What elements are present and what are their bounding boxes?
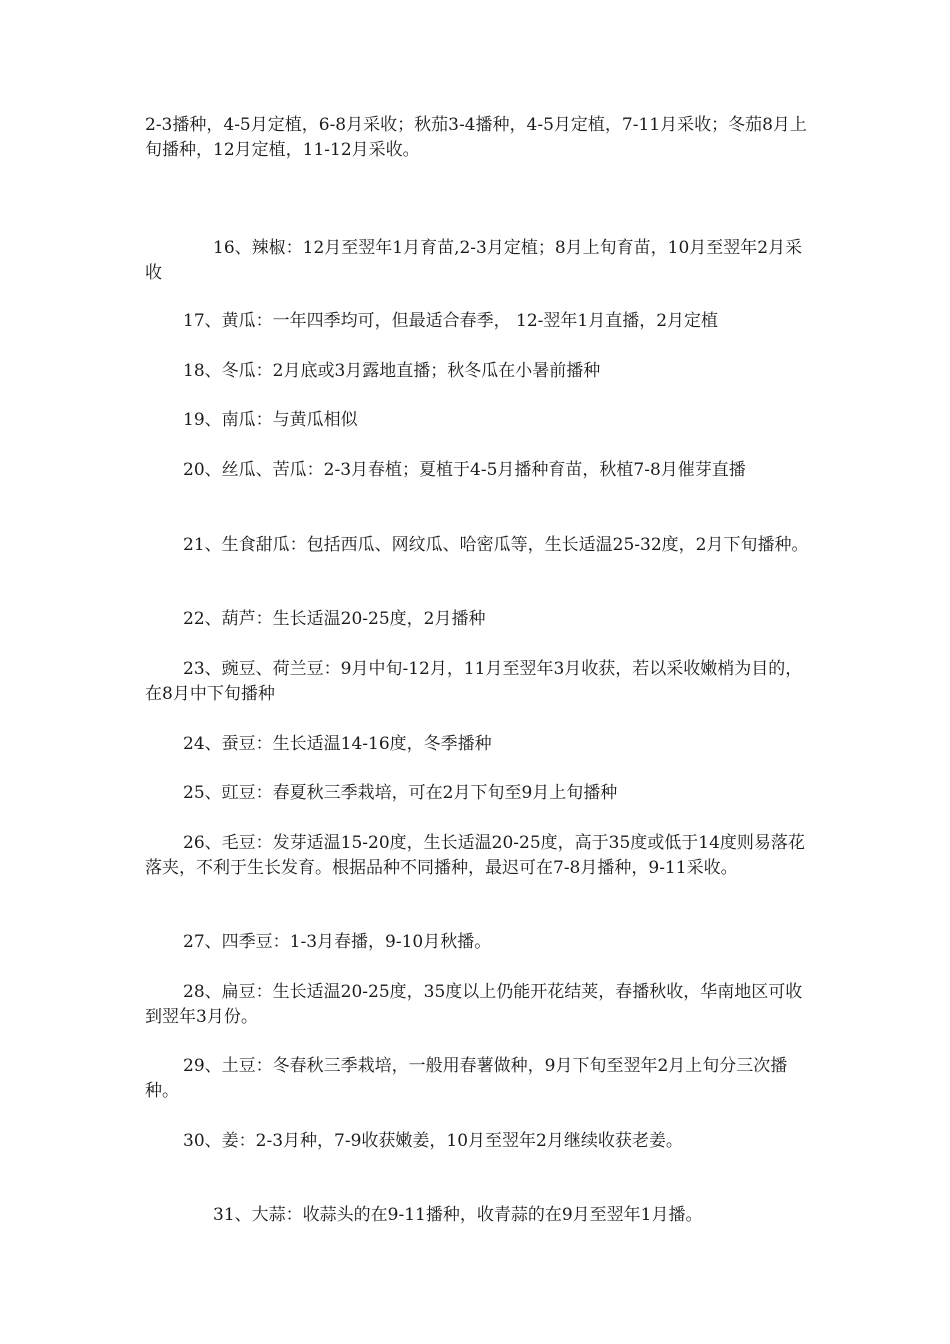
paragraph-27-green-bean: 27、四季豆：1-3月春播，9-10月秋播。 — [183, 932, 492, 952]
paragraph-22-gourd: 22、葫芦：生长适温20-25度，2月播种 — [183, 609, 486, 629]
paragraph-25-cowpea: 25、豇豆：春夏秋三季栽培，可在2月下旬至9月上旬播种 — [183, 783, 618, 803]
paragraph-24-broad-bean: 24、蚕豆：生长适温14-16度，冬季播种 — [183, 734, 492, 754]
paragraph-eggplant-continued: 2-3播种，4-5月定植，6-8月采收；秋茄3-4播种，4-5月定植，7-11月采收；冬茄8月上旬播种，12月定植，11-12月采收。 — [145, 115, 807, 160]
paragraph-17-cucumber: 17、黄瓜：一年四季均可，但最适合春季， 12-翌年1月直播，2月定植 — [183, 311, 719, 331]
paragraph-21-sweet-melon: 21、生食甜瓜：包括西瓜、网纹瓜、哈密瓜等，生长适温25-32度，2月下旬播种。 — [183, 535, 809, 555]
paragraph-31-garlic: 31、大蒜：收蒜头的在9-11播种，收青蒜的在9月至翌年1月播。 — [213, 1205, 703, 1225]
paragraph-20-luffa-bitter-melon: 20、丝瓜、苦瓜：2-3月春植；夏植于4-5月播种育苗，秋植7-8月催芽直播 — [183, 460, 746, 480]
paragraph-26-edamame: 26、毛豆：发芽适温15-20度，生长适温20-25度，高于35度或低于14度则易落花落夹，不利于生长发育。根据品种不同播种，最迟可在7-8月播种，9-11采收。 — [145, 833, 805, 878]
paragraph-29-potato: 29、土豆：冬春秋三季栽培，一般用春薯做种，9月下旬至翌年2月上旬分三次播种。 — [145, 1056, 788, 1101]
paragraph-19-pumpkin: 19、南瓜：与黄瓜相似 — [183, 410, 358, 430]
paragraph-30-ginger: 30、姜：2-3月种，7-9收获嫩姜，10月至翌年2月继续收获老姜。 — [183, 1131, 683, 1151]
paragraph-28-lablab-bean: 28、扁豆：生长适温20-25度，35度以上仍能开花结荚，春播秋收，华南地区可收到翌年3月份。 — [145, 982, 803, 1027]
paragraph-23-peas: 23、豌豆、荷兰豆：9月中旬-12月，11月至翌年3月收获，若以采收嫩梢为目的，在8月中下旬播种 — [145, 659, 803, 704]
paragraph-18-winter-melon: 18、冬瓜：2月底或3月露地直播；秋冬瓜在小暑前播种 — [183, 361, 601, 381]
paragraph-16-chili: 16、辣椒：12月至翌年1月育苗,2-3月定植；8月上旬育苗，10月至翌年2月采收 — [145, 238, 803, 283]
